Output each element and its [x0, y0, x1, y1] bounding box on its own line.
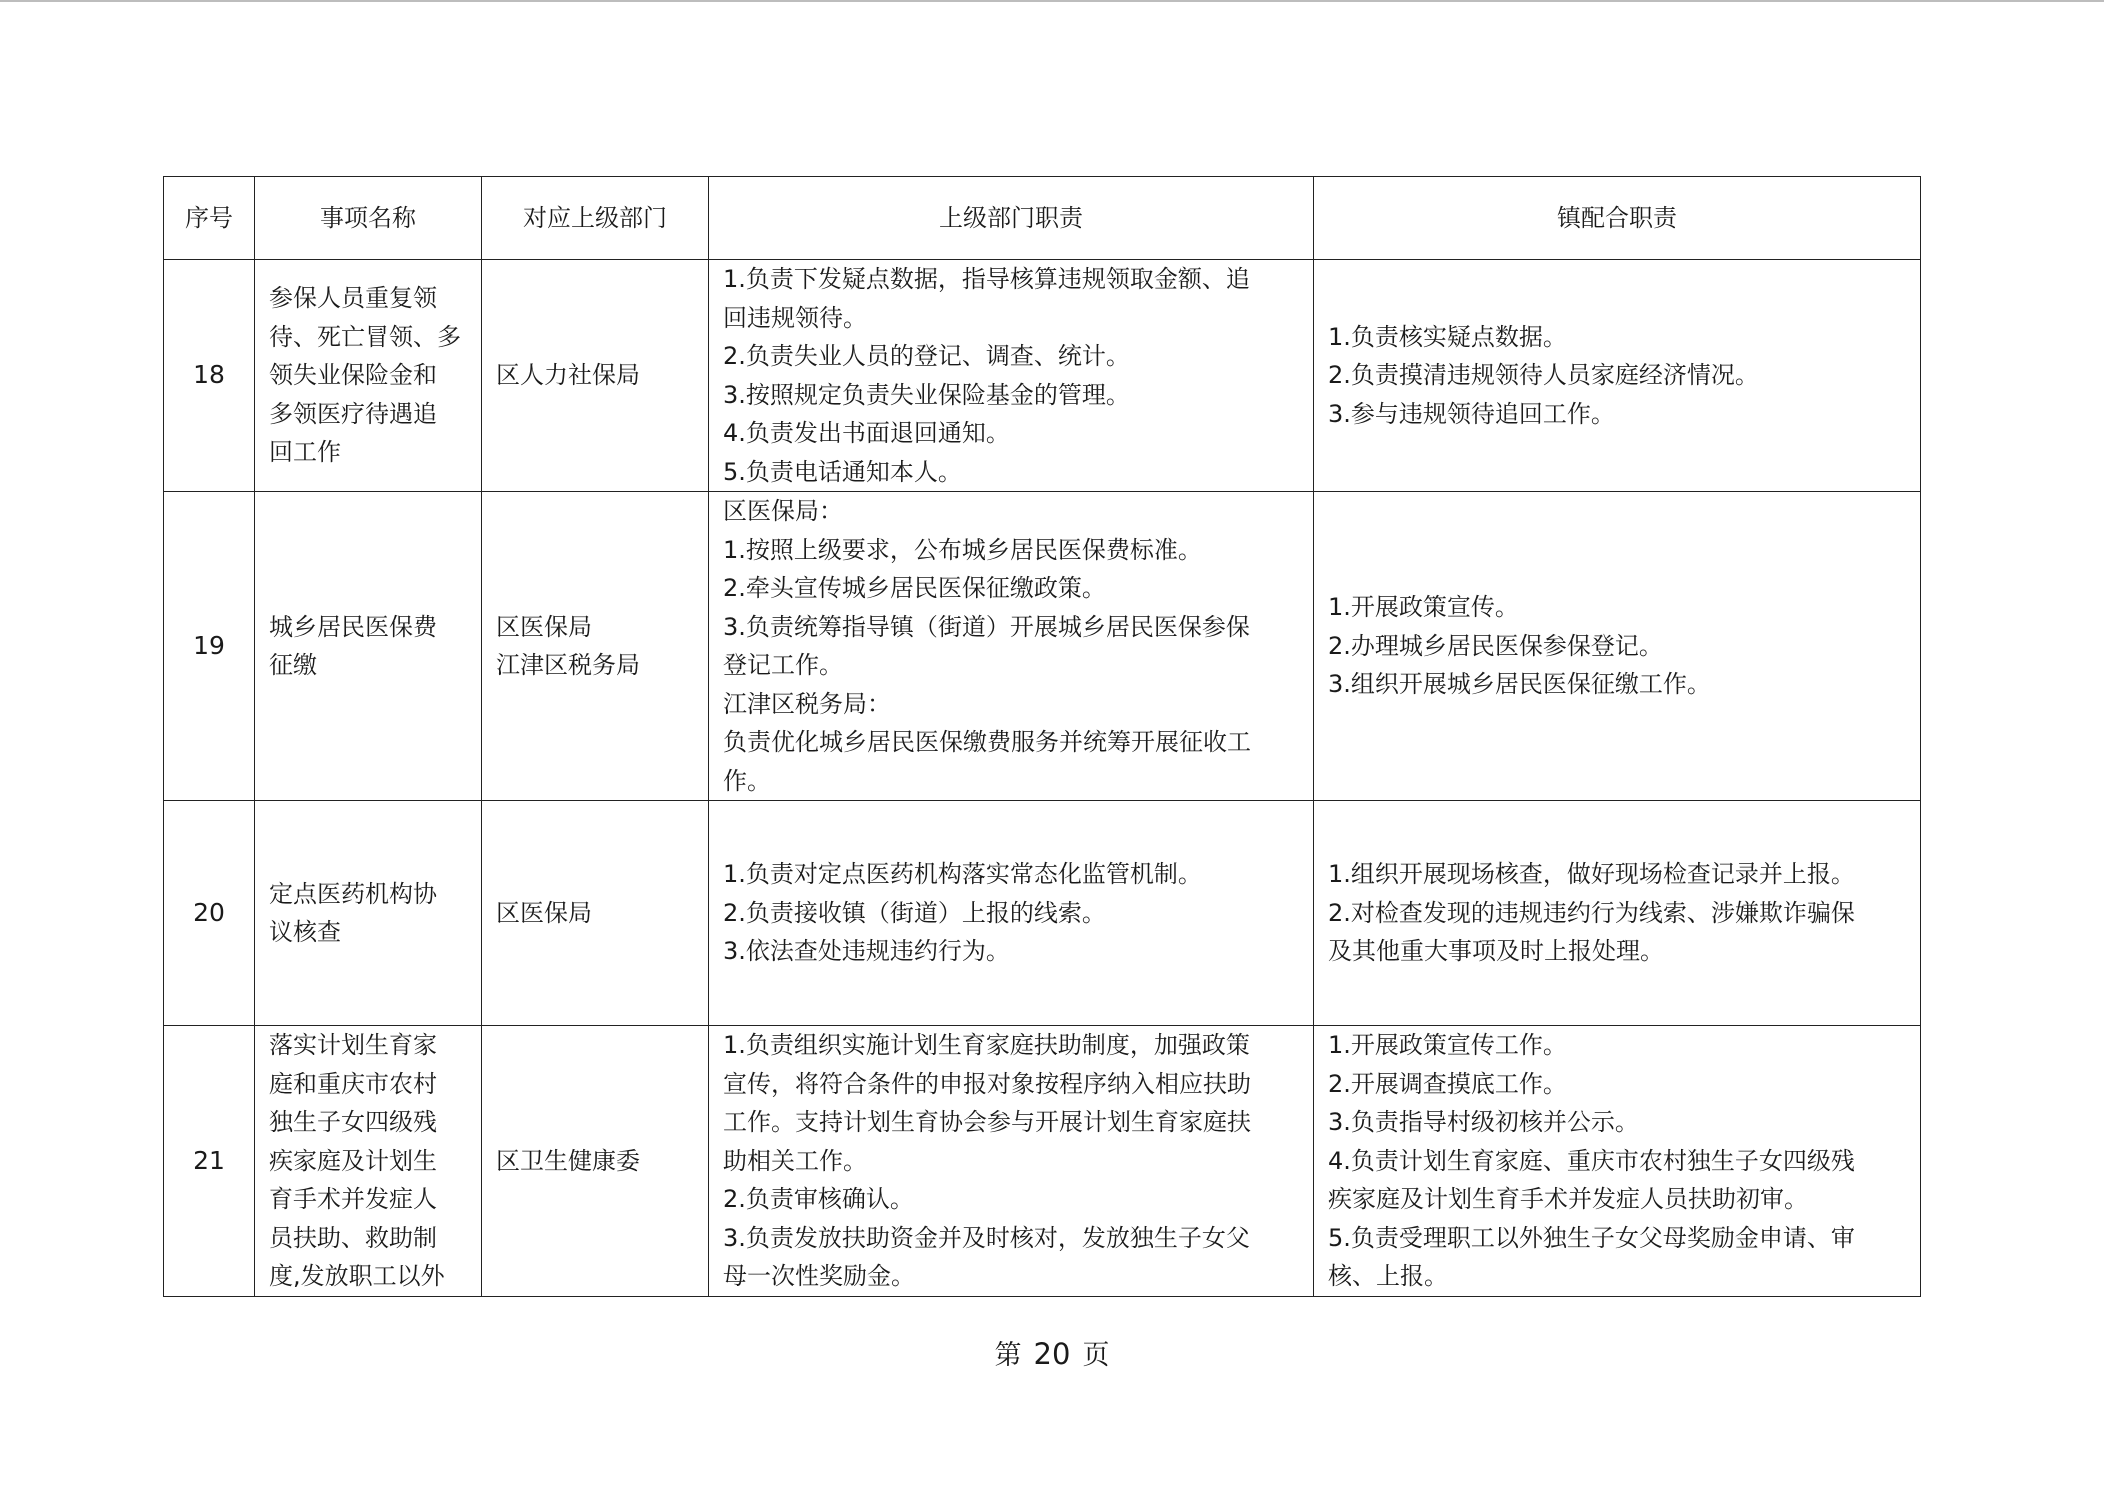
item-name-line: 待、死亡冒领、多: [269, 322, 461, 351]
item-name-line: 征缴: [269, 651, 317, 679]
row-upper-dept: [482, 492, 709, 801]
town-duty-line: 3.负责指导村级初核并公示。: [1328, 1108, 1639, 1136]
row-town-duties: [1314, 260, 1921, 492]
item-name-line: 疾家庭及计划生: [269, 1146, 437, 1175]
town-duty-line: 疾家庭及计划生育手术并发症人员扶助初审。: [1328, 1185, 1808, 1213]
header-serial: 序号: [164, 177, 255, 260]
upper-duty-line: 2.负责失业人员的登记、调查、统计。: [723, 342, 1130, 370]
item-name-line: 独生子女四级残: [269, 1108, 437, 1136]
row-upper-dept: [482, 260, 709, 492]
footer-prefix: 第: [994, 1340, 1022, 1371]
row-upper-dept: [482, 1026, 709, 1297]
town-duty-line: 1.负责核实疑点数据。: [1328, 322, 1567, 351]
row-item-name: [255, 492, 482, 801]
upper-duty-line: 3.负责统筹指导镇（街道）开展城乡居民医保参保: [723, 612, 1250, 641]
upper-duty-line: 2.牵头宣传城乡居民医保征缴政策。: [723, 574, 1106, 602]
page-footer: [0, 1333, 2104, 1372]
row-upper-duties: [709, 801, 1314, 1026]
item-name-line: 城乡居民医保费: [269, 612, 437, 641]
table-row: [164, 801, 1921, 1026]
town-duty-line: 4.负责计划生育家庭、重庆市农村独生子女四级残: [1328, 1146, 1855, 1175]
row-item-name: [255, 1026, 482, 1297]
upper-duty-line: 工作。支持计划生育协会参与开展计划生育家庭扶: [723, 1108, 1251, 1136]
row-item-name: [255, 260, 482, 492]
item-name-line: 庭和重庆市农村: [269, 1069, 437, 1098]
town-duty-line: 2.对检查发现的违规违约行为线索、涉嫌欺诈骗保: [1328, 898, 1855, 927]
town-duty-line: 及其他重大事项及时上报处理。: [1328, 937, 1664, 966]
upper-duty-line: 助相关工作。: [723, 1146, 867, 1175]
dept-line: 江津区税务局: [496, 651, 640, 679]
upper-duty-line: 3.负责发放扶助资金并及时核对，发放独生子女父: [723, 1223, 1250, 1252]
upper-duty-line: 区医保局：: [723, 497, 843, 525]
dept-line: 区人力社保局: [496, 361, 640, 390]
item-name-line: 育手术并发症人: [269, 1185, 437, 1213]
item-name-line: 议核查: [269, 918, 341, 946]
town-duty-line: 3.组织开展城乡居民医保征缴工作。: [1328, 670, 1711, 699]
town-duty-line: 2.开展调查摸底工作。: [1328, 1069, 1567, 1098]
table-row: [164, 260, 1921, 492]
upper-duty-line: 1.负责对定点医药机构落实常态化监管机制。: [723, 860, 1202, 889]
upper-duty-line: 作。: [723, 766, 771, 795]
row-town-duties: [1314, 801, 1921, 1026]
row-upper-duties: [709, 492, 1314, 801]
town-duty-line: 2.负责摸清违规领待人员家庭经济情况。: [1328, 361, 1759, 390]
header-item-name: 事项名称: [255, 177, 482, 260]
header-town-duties: 镇配合职责: [1314, 177, 1921, 260]
item-name-line: 多领医疗待遇追: [269, 399, 437, 428]
row-upper-duties: [709, 260, 1314, 492]
upper-duty-line: 1.负责组织实施计划生育家庭扶助制度，加强政策: [723, 1031, 1250, 1059]
upper-duty-line: 2.负责审核确认。: [723, 1185, 914, 1213]
item-name-line: 落实计划生育家: [269, 1031, 437, 1059]
dept-line: 区医保局: [496, 612, 592, 641]
row-serial: 19: [164, 492, 255, 801]
footer-suffix: 页: [1082, 1340, 1110, 1371]
header-upper-dept: 对应上级部门: [482, 177, 709, 260]
upper-duty-line: 4.负责发出书面退回通知。: [723, 419, 1010, 447]
row-serial: 18: [164, 260, 255, 492]
header-upper-duties: 上级部门职责: [709, 177, 1314, 260]
row-serial: 20: [164, 801, 255, 1026]
town-duty-line: 1.开展政策宣传工作。: [1328, 1031, 1567, 1059]
duty-table: [163, 176, 1921, 1297]
table-row: [164, 1026, 1921, 1297]
town-duty-line: 1.开展政策宣传。: [1328, 593, 1519, 622]
item-name-line: 员扶助、救助制: [269, 1223, 437, 1252]
item-name-line: 定点医药机构协: [269, 879, 437, 908]
row-item-name: [255, 801, 482, 1026]
upper-duty-line: 回违规领待。: [723, 303, 867, 332]
upper-duty-line: 3.依法查处违规违约行为。: [723, 937, 1010, 966]
town-duty-line: 1.组织开展现场核查，做好现场检查记录并上报。: [1328, 860, 1855, 889]
town-duty-line: 5.负责受理职工以外独生子女父母奖励金申请、审: [1328, 1223, 1855, 1252]
item-name-line: 领失业保险金和: [269, 361, 437, 390]
page-number: 20: [1033, 1337, 1071, 1371]
dept-line: 区卫生健康委: [496, 1146, 640, 1175]
upper-duty-line: 5.负责电话通知本人。: [723, 457, 962, 486]
row-town-duties: [1314, 492, 1921, 801]
upper-duty-line: 2.负责接收镇（街道）上报的线索。: [723, 898, 1106, 927]
upper-duty-line: 江津区税务局：: [723, 689, 891, 718]
table-row: [164, 492, 1921, 801]
town-duty-line: 2.办理城乡居民医保参保登记。: [1328, 631, 1663, 660]
upper-duty-line: 3.按照规定负责失业保险基金的管理。: [723, 380, 1130, 409]
upper-duty-line: 负责优化城乡居民医保缴费服务并统筹开展征收工: [723, 728, 1251, 756]
row-upper-dept: [482, 801, 709, 1026]
item-name-line: 参保人员重复领: [269, 284, 437, 313]
town-duty-line: 核、上报。: [1328, 1262, 1448, 1290]
row-upper-duties: [709, 1026, 1314, 1297]
item-name-line: 回工作: [269, 438, 341, 467]
row-serial: 21: [164, 1026, 255, 1297]
upper-duty-line: 宣传，将符合条件的申报对象按程序纳入相应扶助: [723, 1069, 1251, 1098]
page-top-rule: [0, 0, 2104, 2]
upper-duty-line: 1.负责下发疑点数据，指导核算违规领取金额、追: [723, 265, 1250, 293]
item-name-line: 度,发放职工以外: [269, 1262, 445, 1290]
dept-line: 区医保局: [496, 898, 592, 927]
upper-duty-line: 母一次性奖励金。: [723, 1262, 915, 1290]
upper-duty-line: 1.按照上级要求，公布城乡居民医保费标准。: [723, 535, 1202, 564]
town-duty-line: 3.参与违规领待追回工作。: [1328, 399, 1615, 428]
table-header-row: [164, 177, 1921, 260]
row-town-duties: [1314, 1026, 1921, 1297]
upper-duty-line: 登记工作。: [723, 651, 843, 679]
